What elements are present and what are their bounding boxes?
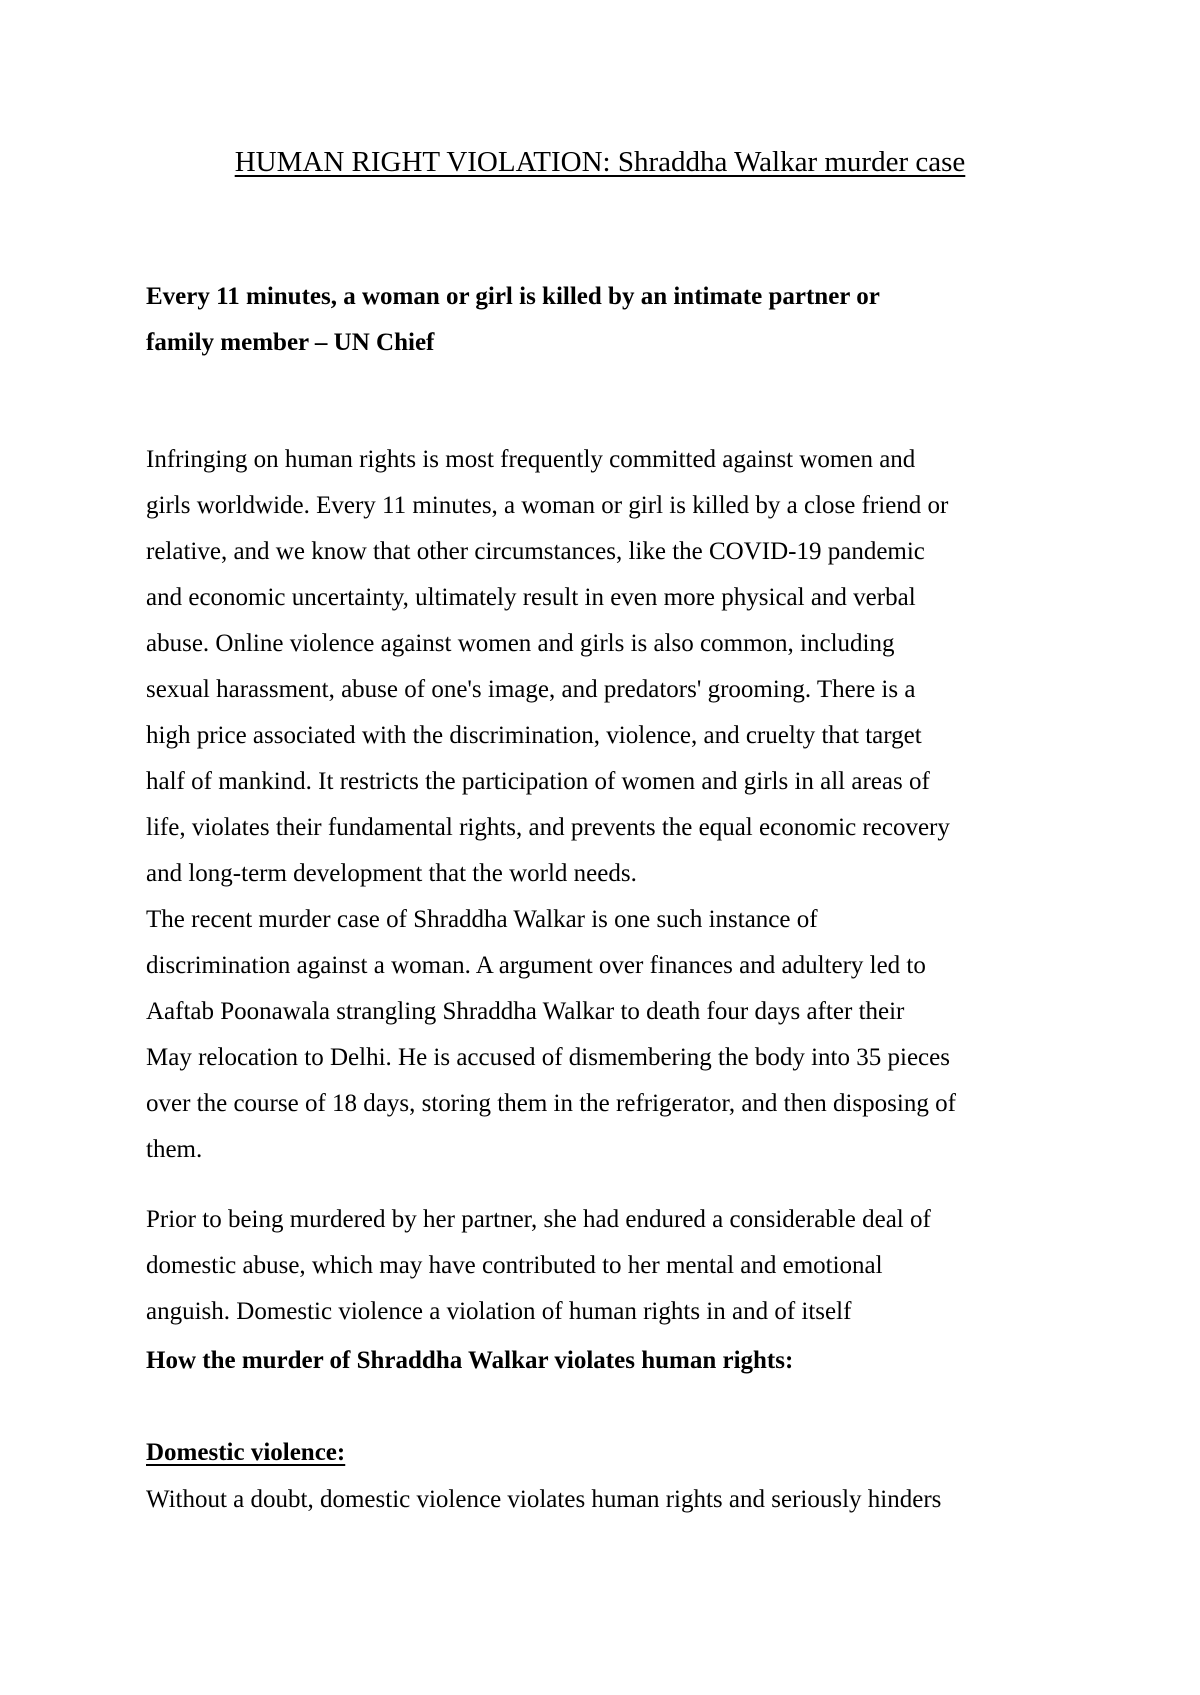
text-line: them. bbox=[146, 1136, 203, 1163]
section-heading-domestic-violence bbox=[146, 1430, 1086, 1476]
text-line: life, violates their fundamental rights, and prevents the equal economic recovery bbox=[146, 814, 950, 841]
quote-line: family member – UN Chief bbox=[146, 329, 435, 356]
un-chief-quote bbox=[146, 274, 1086, 366]
text-line: sexual harassment, abuse of one's image, and predators' grooming. There is a bbox=[146, 676, 916, 703]
text-line: The recent murder case of Shraddha Walkar is one such instance of bbox=[146, 906, 818, 933]
text-line: anguish. Domestic violence a violation of human rights in and of itself bbox=[146, 1298, 852, 1325]
text-line: and economic uncertainty, ultimately result in even more physical and verbal bbox=[146, 584, 916, 611]
text-line: high price associated with the discrimination, violence, and cruelty that target bbox=[146, 722, 922, 749]
body-paragraph-3 bbox=[146, 1477, 1086, 1523]
text-line: Infringing on human rights is most frequently committed against women and bbox=[146, 446, 916, 473]
text-line: over the course of 18 days, storing them in the refrigerator, and then disposing of bbox=[146, 1090, 956, 1117]
page-title: HUMAN RIGHT VIOLATION: Shraddha Walkar murder case bbox=[234, 146, 966, 178]
text-line: half of mankind. It restricts the participation of women and girls in all areas of bbox=[146, 768, 930, 795]
body-paragraph-1 bbox=[146, 437, 1086, 1173]
body-paragraph-2 bbox=[146, 1197, 1086, 1335]
text-line: discrimination against a woman. A argument over finances and adultery led to bbox=[146, 952, 926, 979]
text-line: domestic abuse, which may have contributed to her mental and emotional bbox=[146, 1252, 883, 1279]
text-line: May relocation to Delhi. He is accused of dismembering the body into 35 pieces bbox=[146, 1044, 950, 1071]
text-line: Without a doubt, domestic violence violates human rights and seriously hinders bbox=[146, 1486, 942, 1513]
quote-line: Every 11 minutes, a woman or girl is killed by an intimate partner or bbox=[146, 283, 880, 310]
text-line: abuse. Online violence against women and girls is also common, including bbox=[146, 630, 895, 657]
heading-text: How the murder of Shraddha Walkar violates human rights: bbox=[146, 1347, 794, 1374]
heading-text: Domestic violence: bbox=[146, 1439, 346, 1466]
text-line: relative, and we know that other circumstances, like the COVID-19 pandemic bbox=[146, 538, 925, 565]
text-line: Prior to being murdered by her partner, she had endured a considerable deal of bbox=[146, 1206, 931, 1233]
text-line: girls worldwide. Every 11 minutes, a woman or girl is killed by a close friend or bbox=[146, 492, 949, 519]
text-line: and long-term development that the world needs. bbox=[146, 860, 637, 887]
text-line: Aaftab Poonawala strangling Shraddha Walkar to death four days after their bbox=[146, 998, 905, 1025]
section-heading-violation bbox=[146, 1338, 1086, 1384]
